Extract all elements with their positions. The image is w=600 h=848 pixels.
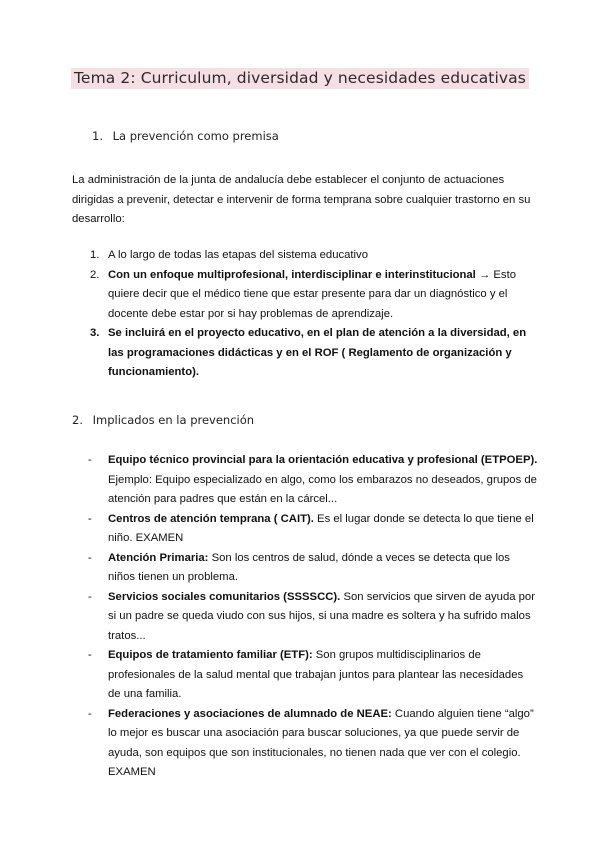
bullet-marker: - bbox=[88, 551, 92, 564]
list-item-text: A lo largo de todas las etapas del sistema educativo bbox=[108, 249, 368, 261]
section-2-number: 2. bbox=[72, 413, 83, 427]
list-item-number: 2. bbox=[90, 268, 100, 281]
list-item-bold: Servicios sociales comunitarios (SSSSCC). bbox=[108, 590, 341, 603]
section-1-number: 1. bbox=[92, 129, 103, 143]
list-item-bold: Con un enfoque multiprofesional, interdisciplinar e interinstitucional bbox=[108, 268, 476, 281]
list-item-text: Son servicios que sirven de ayuda por si un padre se queda viudo con sus hijos, si una madre es soltera y ha sufrido malos tratos... bbox=[108, 590, 535, 642]
list-item bbox=[88, 588, 538, 647]
list-item bbox=[88, 451, 538, 510]
list-item-text: → Esto quiere decir que el médico tiene que estar presente para dar un diagnóstico y el docente debe estar por si hay problemas de aprendizaje. bbox=[108, 268, 516, 320]
section-1-title: La prevención como premisa bbox=[112, 129, 279, 143]
list-item-bold: Equipos de tratamiento familiar (ETF): bbox=[108, 649, 313, 661]
intro-paragraph: La administración de la junta de andalucía debe establecer el conjunto de actuaciones dirigidas a prevenir, detectar e intervenir de forma temprana sobre cualquier trastorno en su desarrollo: bbox=[72, 174, 531, 225]
list-item bbox=[88, 510, 538, 549]
bullet-marker: - bbox=[88, 454, 92, 466]
list-item-bold: Atención Primaria: bbox=[108, 551, 209, 564]
document-title: Tema 2: Curriculum, diversidad y necesidades educativas bbox=[71, 68, 529, 89]
list-item-bold: Federaciones y asociaciones de alumnado de NEAE: bbox=[108, 707, 392, 720]
list-item bbox=[90, 246, 535, 266]
bullet-marker: - bbox=[88, 590, 92, 603]
list-item-bold: Se incluirá en el proyecto educativo, en el plan de atención a la diversidad, en las programaciones didácticas y en el ROF ( Reglamento de organización y funcionamiento). bbox=[108, 327, 527, 378]
bullet-list bbox=[88, 451, 538, 783]
list-item bbox=[88, 705, 538, 783]
list-item-text: Ejemplo: Equipo especializado en algo, como los embarazos no deseados, grupos de atención para padres que están en la cárcel... bbox=[108, 473, 537, 505]
list-item-number: 1. bbox=[90, 249, 100, 261]
list-item-text: Cuando alguien tiene “algo” lo mejor es buscar una asociación para buscar soluciones, ya que puede servir de ayuda, son equipos que son institucionales, no tienen nada que ver con el colegio. EXAMEN bbox=[108, 707, 534, 778]
list-item-text: Es el lugar donde se detecta lo que tiene el niño. EXAMEN bbox=[108, 512, 534, 544]
section-1-heading bbox=[92, 129, 279, 143]
list-item bbox=[88, 549, 538, 588]
list-item bbox=[88, 646, 538, 705]
list-item bbox=[90, 266, 535, 325]
list-item-text: Son grupos multidisciplinarios de profesionales de la salud mental que trabajan juntos para plantear las necesidades de una familia. bbox=[108, 649, 524, 700]
bullet-marker: - bbox=[88, 707, 92, 720]
list-item-text: Son los centros de salud, dónde a veces se detecta que los niños tienen un problema. bbox=[108, 551, 510, 583]
bullet-marker: - bbox=[88, 649, 92, 661]
list-item-bold: Equipo técnico provincial para la orientación educativa y profesional (ETPOEP). bbox=[108, 454, 538, 466]
list-item-number: 3. bbox=[90, 327, 100, 339]
section-2-heading bbox=[72, 413, 254, 427]
list-item-bold: Centros de atención temprana ( CAIT). bbox=[108, 512, 314, 525]
title-block bbox=[71, 68, 529, 89]
bullet-marker: - bbox=[88, 512, 92, 525]
section-2-title: Implicados en la prevención bbox=[92, 413, 255, 427]
ordered-list bbox=[90, 246, 535, 383]
list-item bbox=[90, 324, 535, 383]
